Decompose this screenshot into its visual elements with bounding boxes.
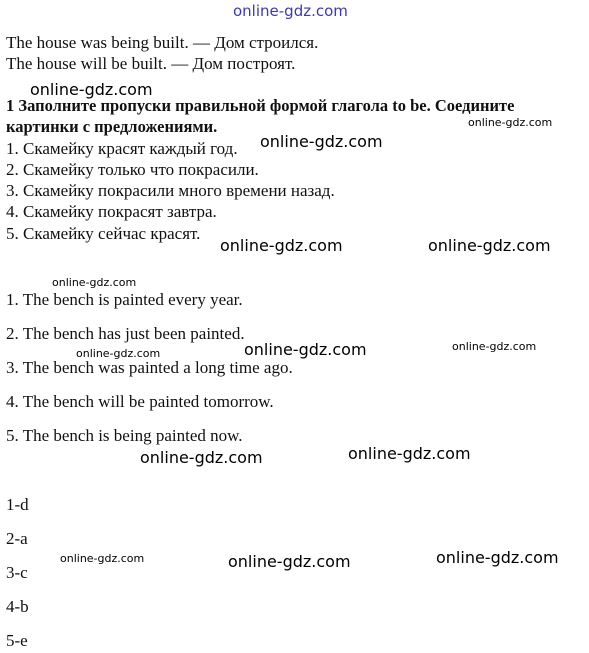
example-line-2: The house will be built. — Дом построят.	[6, 54, 296, 73]
watermark: online-gdz.com	[140, 448, 263, 467]
watermark: online-gdz.com	[260, 132, 383, 151]
example-line-1: The house was being built. — Дом строился.	[6, 33, 319, 52]
watermark: online-gdz.com	[244, 340, 367, 359]
english-sentence-5: 5. The bench is being painted now.	[6, 426, 243, 445]
watermark: online-gdz.com	[348, 444, 471, 463]
watermark: online-gdz.com	[52, 276, 137, 289]
watermark: online-gdz.com	[436, 548, 559, 567]
russian-sentence-2: 2. Скамейку только что покрасили.	[6, 160, 259, 179]
task-title-line-1: 1 Заполните пропуски правильной формой глагола to be. Соедините	[6, 96, 515, 115]
watermark: online-gdz.com	[452, 340, 537, 353]
watermark: online-gdz.com	[468, 116, 553, 129]
answer-3: 3-c	[6, 563, 28, 582]
english-sentence-4: 4. The bench will be painted tomorrow.	[6, 392, 274, 411]
watermark: online-gdz.com	[220, 236, 343, 255]
watermark: online-gdz.com	[428, 236, 551, 255]
watermark: online-gdz.com	[30, 80, 153, 99]
answer-5: 5-e	[6, 631, 28, 650]
russian-sentence-1: 1. Скамейку красят каждый год.	[6, 139, 238, 158]
answer-4: 4-b	[6, 597, 29, 616]
watermark: online-gdz.com	[76, 347, 161, 360]
watermark: online-gdz.com	[228, 552, 351, 571]
russian-sentence-3: 3. Скамейку покрасили много времени назад.	[6, 181, 335, 200]
answer-1: 1-d	[6, 495, 29, 514]
task-title-line-2: картинки с предложениями.	[6, 117, 218, 136]
russian-sentence-5: 5. Скамейку сейчас красят.	[6, 224, 201, 243]
watermark: online-gdz.com	[60, 552, 145, 565]
answer-2: 2-a	[6, 529, 28, 548]
english-sentence-2: 2. The bench has just been painted.	[6, 324, 245, 343]
watermark-top: online-gdz.com	[233, 2, 348, 20]
english-sentence-3: 3. The bench was painted a long time ago.	[6, 358, 293, 377]
russian-sentence-4: 4. Скамейку покрасят завтра.	[6, 202, 217, 221]
english-sentence-1: 1. The bench is painted every year.	[6, 290, 243, 309]
